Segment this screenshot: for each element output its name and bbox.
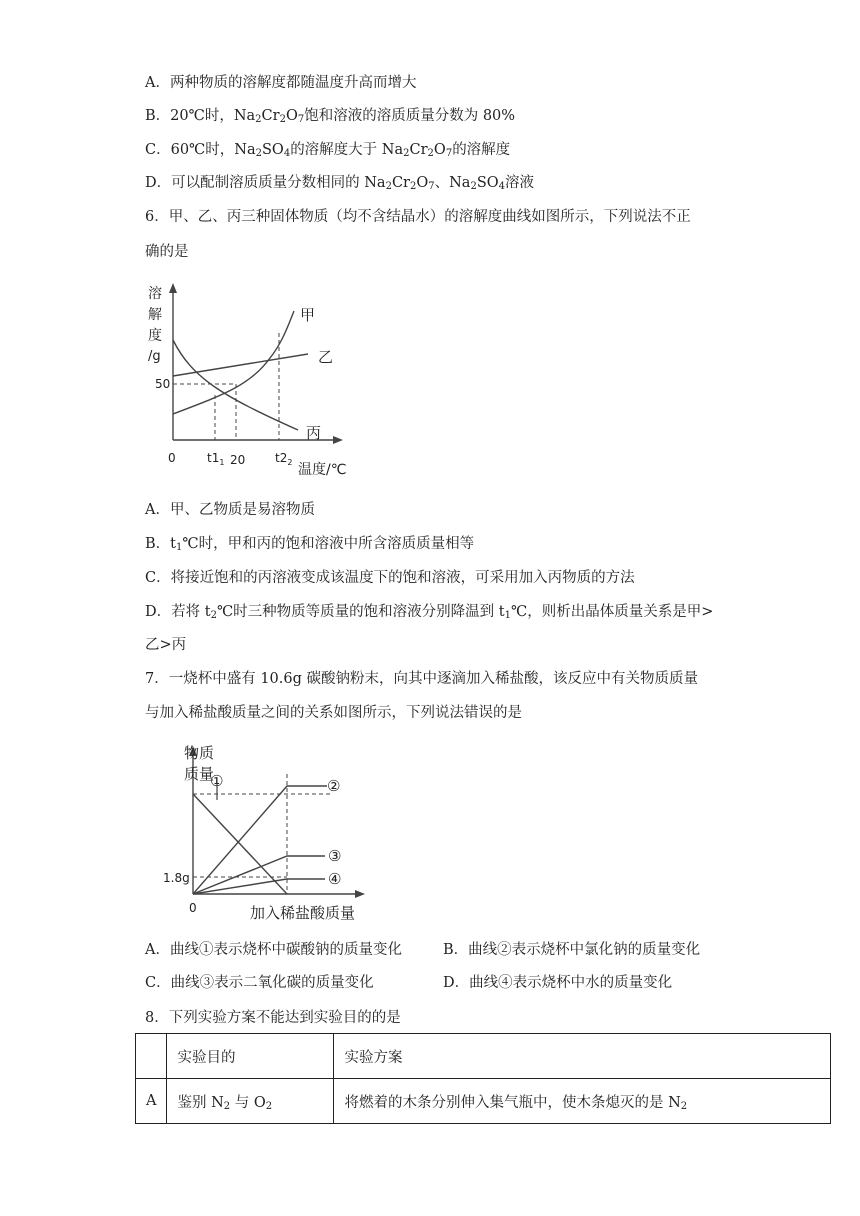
q5-option-b: B．20℃时，$Na_2Cr_2O_7$饱和溶液的溶质质量分数为 80% (145, 108, 516, 125)
curve-label-4: ④ (328, 870, 342, 888)
x-tick-t1: $t1_1$ (207, 451, 225, 467)
x-tick-20: 20 (230, 453, 246, 467)
q5-option-a: A．两种物质的溶解度都随温度升高而增大 (145, 75, 417, 91)
curve-label-3: ③ (328, 847, 342, 865)
curve-yi (173, 354, 308, 376)
solubility-chart (140, 278, 370, 483)
q6-option-d-line2: 乙>丙 (145, 637, 187, 653)
y-label-char-3: 度 (148, 328, 162, 344)
q7-stem-line1: 7．一烧杯中盛有 10.6g 碳酸钠粉末，向其中逐滴加入稀盐酸，该反应中有关物质质量 (145, 671, 699, 687)
q7-option-c: C．曲线③表示二氧化碳的质量变化 (145, 975, 374, 991)
y-tick-1.8g: 1.8g (163, 871, 190, 885)
x-tick-0: 0 (168, 451, 176, 465)
q7-option-d: D．曲线④表示烧杯中水的质量变化 (443, 975, 673, 991)
table-header-cell (136, 1034, 167, 1079)
series-label-jia: 甲 (300, 306, 316, 324)
table-header-cell: 实验方案 (334, 1034, 831, 1079)
table-cell-purpose: 鉴别 $N_2$ 与 $O_2$ (167, 1079, 334, 1124)
curve-3 (193, 856, 325, 894)
q5-option-d: D．可以配制溶质质量分数相同的 $Na_2Cr_2O_7$、$Na_2SO_4$溶液 (145, 175, 535, 192)
y-label-line2: 质量 (184, 765, 215, 783)
q5-option-c: C．60℃时，$Na_2SO_4$的溶解度大于 $Na_2Cr_2O_7$的溶解度 (145, 142, 511, 159)
x-axis-label: 加入稀盐酸质量 (250, 904, 356, 922)
series-label-bing: 丙 (306, 424, 322, 442)
table-header-row (136, 1034, 831, 1079)
table-cell-label: A (136, 1079, 167, 1124)
x-axis-arrow (333, 436, 343, 444)
q6-option-b: B．$t_1℃$时，甲和丙的饱和溶液中所含溶质质量相等 (145, 536, 475, 553)
reaction-mass-chart (155, 738, 375, 928)
y-axis-arrow (169, 283, 177, 293)
q7-option-a: A．曲线①表示烧杯中碳酸钠的质量变化 (145, 942, 402, 958)
x-axis-arrow (355, 890, 365, 898)
curve-1 (193, 794, 287, 894)
table-cell-plan: 将燃着的木条分别伸入集气瓶中，使木条熄灭的是 $N_2$ (334, 1079, 831, 1124)
curve-label-1: ① (210, 772, 224, 790)
x-tick-t2: $t2_2$ (275, 451, 293, 467)
q6-option-c: C．将接近饱和的丙溶液变成该温度下的饱和溶液，可采用加入丙物质的方法 (145, 570, 635, 586)
y-label-char-4: /g (148, 349, 161, 364)
y-label-line1: 物质 (184, 744, 215, 762)
q8-stem: 8．下列实验方案不能达到实验目的的是 (145, 1010, 401, 1026)
q6-stem-line1: 6．甲、乙、丙三种固体物质（均不含结晶水）的溶解度曲线如图所示，下列说法不正 (145, 209, 691, 225)
q7-stem-line2: 与加入稀盐酸质量之间的关系如图所示，下列说法错误的是 (145, 705, 522, 721)
series-label-yi: 乙 (318, 348, 334, 366)
table-header-cell: 实验目的 (167, 1034, 334, 1079)
experiment-table (135, 1033, 831, 1124)
curve-2 (193, 786, 327, 894)
y-label-char-1: 溶 (148, 286, 162, 302)
q6-stem-line2: 确的是 (145, 244, 189, 260)
q6-option-d-line1: D．若将 $t_2℃$时三种物质等质量的饱和溶液分别降温到 $t_1℃$，则析出晶体质量关系是甲> (145, 604, 714, 621)
q7-option-b: B．曲线②表示烧杯中氯化钠的质量变化 (443, 942, 701, 958)
y-label-char-2: 解 (148, 307, 162, 323)
origin-label: 0 (189, 901, 197, 915)
x-axis-label: 温度/℃ (298, 462, 347, 478)
q6-option-a: A．甲、乙物质是易溶物质 (145, 502, 315, 518)
table-row (136, 1079, 831, 1124)
y-tick-50: 50 (155, 377, 171, 391)
curve-label-2: ② (327, 777, 341, 795)
